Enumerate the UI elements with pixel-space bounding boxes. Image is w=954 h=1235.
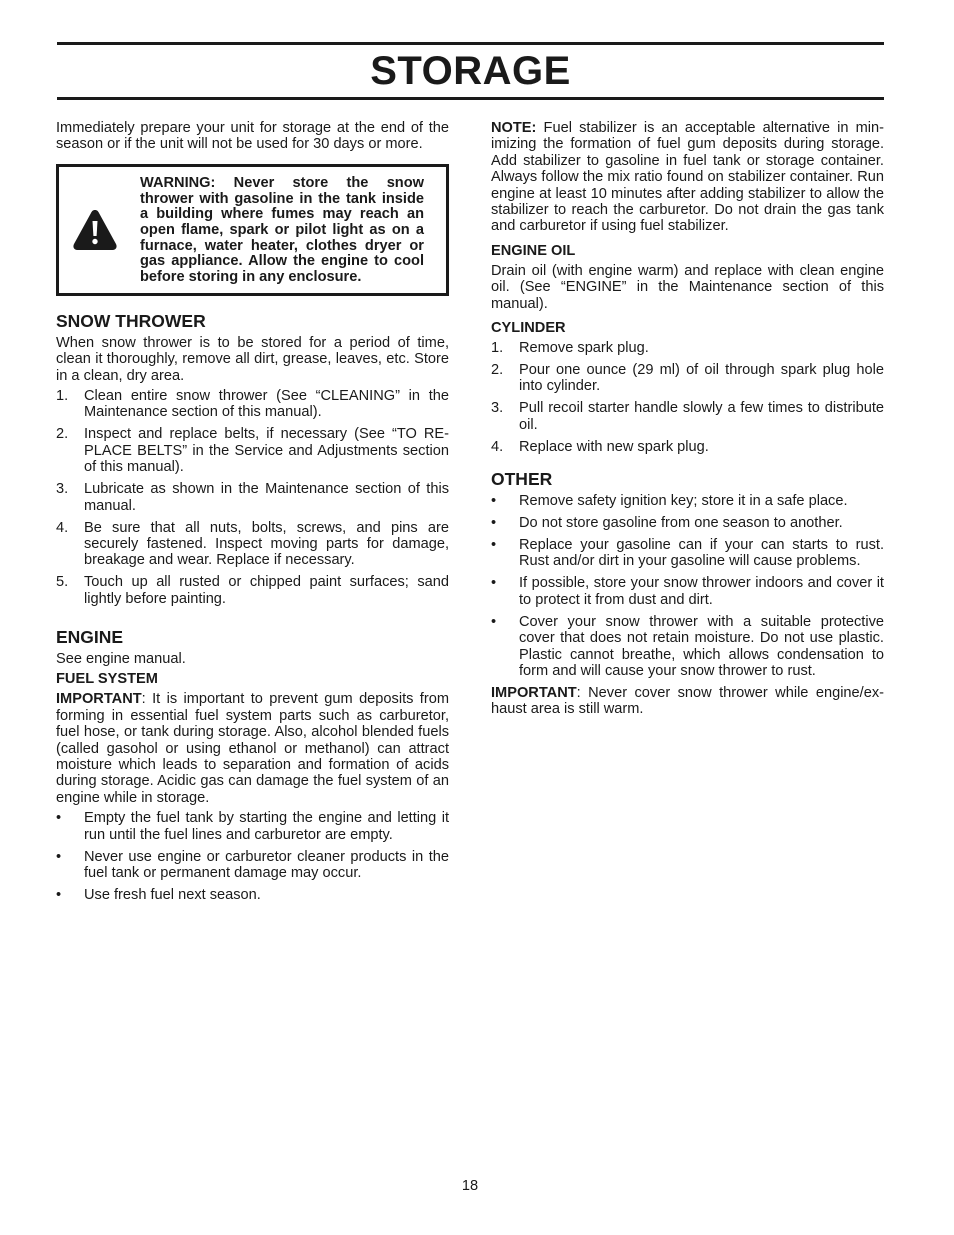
warning-triangle-icon: [72, 207, 118, 253]
list-item: • Remove safety ignition key; store it in a safe place.: [491, 492, 848, 509]
fuel-system-bullets: [56, 810, 449, 903]
note-label: NOTE:: [491, 120, 537, 136]
engine-text: See engine manual.: [56, 650, 186, 667]
engine-heading: ENGINE: [56, 626, 124, 647]
intro-text: Immediately prepare your unit for storage at the end of the season or if the unit will not be used for 30 days or more.: [56, 120, 449, 153]
warning-text: WARNING: Never store the snow thrower with gasoline in the tank inside a building where fumes may reach an open flame, spark or pilot light as on a furnace, water heater, clothes dryer or gas appliance. Allow the engine to cool before storing in any enclosure.: [140, 174, 424, 286]
snow-thrower-steps: [56, 388, 449, 607]
cylinder-heading: CYLINDER: [491, 320, 566, 337]
list-item: • Never use engine or carburetor cleaner products in the fuel tank or permanent damage may occur.: [56, 848, 449, 881]
list-item: 2. Pour one ounce (29 ml) of oil through spark plug hole into cylinder.: [491, 362, 884, 395]
note-paragraph: NOTE: Fuel stabilizer is an acceptable alternative in min-imizing the formation of fuel gum deposits during storage. Add stabilizer to gasoline in fuel tank or storage container. Always follow the mix ratio found on stabilizer container. Run engine at least 10 minutes after adding stabilizer to allow the stabilizer to reach the carburetor. Do not drain the gas tank and carburetor if using fuel stabilizer.: [491, 120, 884, 235]
other-important: IMPORTANT: Never cover snow thrower while engine/ex-haust area is still warm.: [491, 684, 884, 718]
other-heading: OTHER: [491, 468, 553, 489]
list-item: • Do not store gasoline from one season to another.: [491, 514, 843, 531]
list-item: 4. Be sure that all nuts, bolts, screws, and pins are securely fastened. Inspect moving parts for damage, breakage and wear. Replace if necessary.: [56, 519, 449, 569]
snow-thrower-intro: When snow thrower is to be stored for a period of time, clean it thoroughly, remove all dirt, grease, leaves, etc. Store in a clean, dry area.: [56, 334, 449, 384]
list-item: • Empty the fuel tank by starting the engine and letting it run until the fuel lines and carburetor are empty.: [56, 810, 449, 843]
list-item: 5. Touch up all rusted or chipped paint surfaces; sand lightly before painting.: [56, 574, 449, 607]
title-rule: [57, 97, 884, 100]
list-item: • Use fresh fuel next season.: [56, 886, 261, 903]
fuel-system-heading: FUEL SYSTEM: [56, 671, 158, 688]
list-item: 4. Replace with new spark plug.: [491, 438, 709, 455]
page-title: STORAGE: [370, 49, 571, 93]
important-label: IMPORTANT: [56, 691, 142, 708]
fuel-system-important: IMPORTANT: It is important to prevent gum deposits from forming in essential fuel system parts such as carburetor, fuel hose, or tank during storage. Also, alcohol blended fuels (called gasohol or using ethanol or methanol) can attract moisture which leads to separation and formation of acids during storage. Acidic gas can damage the fuel system of an engine while in storage.: [56, 691, 449, 806]
list-item: 1. Remove spark plug.: [491, 340, 649, 357]
important-label: IMPORTANT: [491, 684, 577, 701]
list-item: • Replace your gasoline can if your can starts to rust. Rust and/or dirt in your gasoline will cause problems.: [491, 536, 884, 570]
list-item: • Cover your snow thrower with a suitable protective cover that does not retain moisture. Do not use plastic. Plastic cannot breathe, which allows condensation to form and will cause your snow thrower to rust.: [491, 613, 884, 679]
list-item: 1. Clean entire snow thrower (See “CLEANING” in the Maintenance section of this manual).: [56, 388, 449, 421]
list-item: 2. Inspect and replace belts, if necessary (See “TO RE-PLACE BELTS” in the Service and Adjustments section of this manual).: [56, 426, 449, 476]
list-item: • If possible, store your snow thrower indoors and cover it to protect it from dust and dirt.: [491, 575, 884, 608]
right-column: [491, 120, 884, 718]
warning-box: [56, 164, 449, 296]
other-bullets: [491, 493, 884, 679]
top-rule: [57, 42, 884, 45]
engine-oil-text: Drain oil (with engine warm) and replace with clean engine oil. (See “ENGINE” in the Maintenance section of this manual).: [491, 262, 884, 312]
page-number: 18: [461, 1178, 479, 1194]
cylinder-steps: [491, 340, 884, 455]
engine-oil-heading: ENGINE OIL: [491, 242, 576, 259]
list-item: 3. Lubricate as shown in the Maintenance section of this manual.: [56, 481, 449, 514]
snow-thrower-heading: SNOW THROWER: [56, 310, 206, 331]
list-item: 3. Pull recoil starter handle slowly a few times to distribute oil.: [491, 400, 884, 433]
left-column: [56, 120, 449, 909]
